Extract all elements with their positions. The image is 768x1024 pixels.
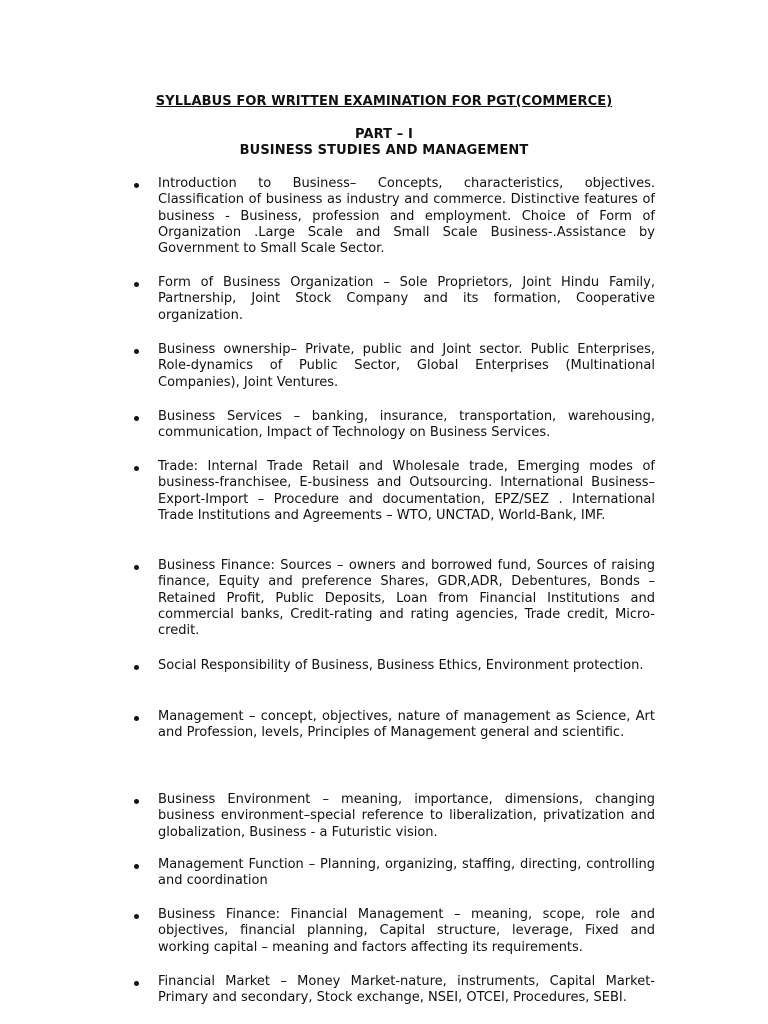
bullet-icon bbox=[134, 914, 139, 919]
part-heading: PART – I bbox=[355, 127, 413, 142]
list-item-text: Financial Market – Money Market-nature, instruments, Capital Market-Primary and secondary, Stock exchange, NSEI, OTCEI, Procedures, SEBI. bbox=[158, 974, 655, 1006]
list-item-text: Trade: Internal Trade Retail and Wholesale trade, Emerging modes of business-franchisee, E-business and Outsourcing. International Business–Export-Import – Procedure and documentation, EPZ/SEZ . International Trade Institutions and Agreements – WTO, UNCTAD, World-Bank, IMF. bbox=[158, 459, 655, 523]
list-item-text: Business Services – banking, insurance, transportation, warehousing, communication, Impact of Technology on Business Services. bbox=[158, 409, 655, 441]
syllabus-title bbox=[0, 94, 768, 109]
list-item-text: Form of Business Organization – Sole Proprietors, Joint Hindu Family, Partnership, Joint Stock Company and its formation, Cooperative organization. bbox=[158, 275, 655, 323]
list-item-text: Business Finance: Sources – owners and borrowed fund, Sources of raising finance, Equity and preference Shares, GDR,ADR, Debentures, Bonds – Retained Profit, Public Deposits, Loan from Financial Institutions and commercial banks, Credit-rating and rating agencies, Trade credit, Micro-credit. bbox=[158, 558, 655, 639]
bullet-icon bbox=[134, 416, 139, 421]
bullet-icon bbox=[134, 565, 139, 570]
list-item-text: Social Responsibility of Business, Business Ethics, Environment protection. bbox=[158, 658, 644, 673]
list-item-text: Introduction to Business– Concepts, characteristics, objectives. Classification of business as industry and commerce. Distinctive features of business - Business, profession and employment. Choice of Form of Organization .Large Scale and Small Scale Business-.Assistance by Government to Small Scale Sector. bbox=[158, 176, 655, 257]
bullet-icon bbox=[134, 665, 139, 670]
bullet-icon bbox=[134, 183, 139, 188]
bullet-icon bbox=[134, 864, 139, 869]
list-item-text: Management – concept, objectives, nature of management as Science, Art and Profession, levels, Principles of Management general and scientific. bbox=[158, 709, 655, 741]
bullet-icon bbox=[134, 349, 139, 354]
syllabus-title-text: SYLLABUS FOR WRITTEN EXAMINATION FOR PGT(COMMERCE) bbox=[155, 94, 613, 109]
list-item-text: Business Environment – meaning, importance, dimensions, changing business environment–special reference to liberalization, privatization and globalization, Business - a Futuristic vision. bbox=[158, 792, 655, 840]
bullet-icon bbox=[134, 799, 139, 804]
bullet-icon bbox=[134, 981, 139, 986]
list-item-text: Business ownership– Private, public and Joint sector. Public Enterprises, Role-dynamics of Public Sector, Global Enterprises (Multinational Companies), Joint Ventures. bbox=[158, 342, 655, 390]
bullet-icon bbox=[134, 282, 139, 287]
list-item-text: Management Function – Planning, organizing, staffing, directing, controlling and coordination bbox=[158, 857, 655, 889]
bullet-icon bbox=[134, 466, 139, 471]
list-item-text: Business Finance: Financial Management – meaning, scope, role and objectives, financial planning, Capital structure, leverage, Fixed and working capital – meaning and factors affecting its requirements. bbox=[158, 907, 655, 955]
section-title: BUSINESS STUDIES AND MANAGEMENT bbox=[239, 143, 529, 158]
bullet-icon bbox=[134, 716, 139, 721]
